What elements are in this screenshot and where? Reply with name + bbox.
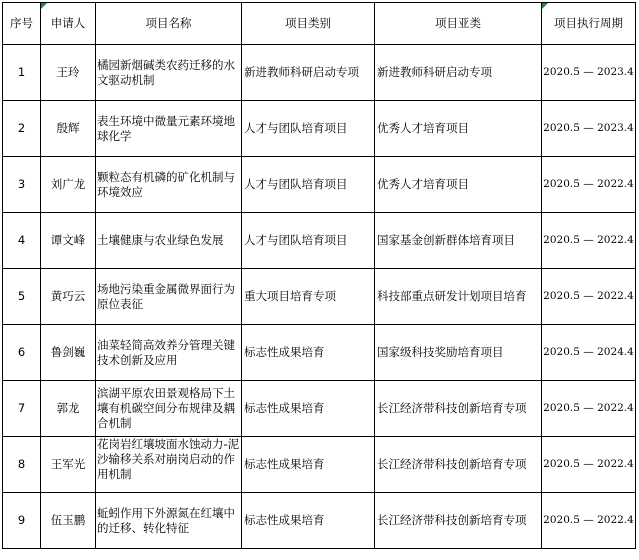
header-applicant <box>41 3 96 45</box>
cell-title: 油菜轻简高效养分管理关键技术创新及应用 <box>96 325 242 381</box>
cell-subcategory: 国家级科技奖励培育项目 <box>375 325 542 381</box>
cell-applicant: 殷辉 <box>41 101 96 157</box>
cell-applicant: 鲁剑巍 <box>41 325 96 381</box>
cell-subcategory: 国家基金创新群体培育项目 <box>375 213 542 269</box>
cell-applicant: 郭龙 <box>41 381 96 437</box>
cell-period: 2020.5 — 2022.4 <box>542 157 636 213</box>
cell-period: 2020.5 — 2022.4 <box>542 381 636 437</box>
cell-subcategory: 科技部重点研发计划项目培育 <box>375 269 542 325</box>
cell-category: 人才与团队培育项目 <box>242 213 375 269</box>
cell-title: 表生环境中微量元素环境地球化学 <box>96 101 242 157</box>
cell-no: 9 <box>3 493 41 549</box>
header-title: 项目名称 <box>96 3 242 45</box>
table-row <box>3 493 636 549</box>
cell-category: 标志性成果培育 <box>242 381 375 437</box>
table-row <box>3 269 636 325</box>
cell-title: 橘园新烟碱类农药迁移的水文驱动机制 <box>96 45 242 101</box>
header-period <box>542 3 636 45</box>
cell-period: 2020.5 — 2024.4 <box>542 325 636 381</box>
header-applicant-label: 申请人 <box>50 16 86 30</box>
cell-marker <box>542 3 548 9</box>
table-row <box>3 45 636 101</box>
header-period-label: 项目执行周期 <box>554 16 623 30</box>
table-row <box>3 213 636 269</box>
cell-no: 7 <box>3 381 41 437</box>
cell-title: 滨湖平原农田景观格局下土壤有机碳空间分布规律及耦合机制 <box>96 381 242 437</box>
cell-subcategory: 长江经济带科技创新培育专项 <box>375 493 542 549</box>
header-subcategory: 项目亚类 <box>375 3 542 45</box>
header-row <box>3 3 636 45</box>
cell-applicant: 刘广龙 <box>41 157 96 213</box>
cell-title: 花岗岩红壤坡面水蚀动力-泥沙输移关系对崩岗启动的作用机制 <box>96 437 242 493</box>
cell-applicant: 黄巧云 <box>41 269 96 325</box>
cell-category: 人才与团队培育项目 <box>242 101 375 157</box>
cell-subcategory: 优秀人才培育项目 <box>375 101 542 157</box>
cell-period: 2020.5 — 2023.4 <box>542 45 636 101</box>
table-row <box>3 101 636 157</box>
cell-period: 2020.5 — 2022.4 <box>542 213 636 269</box>
cell-category: 新进教师科研启动专项 <box>242 45 375 101</box>
cell-no: 8 <box>3 437 41 493</box>
cell-category: 标志性成果培育 <box>242 325 375 381</box>
cell-applicant: 王玲 <box>41 45 96 101</box>
cell-applicant: 谭文峰 <box>41 213 96 269</box>
table-row <box>3 381 636 437</box>
table-row <box>3 157 636 213</box>
cell-category: 标志性成果培育 <box>242 437 375 493</box>
cell-period: 2020.5 — 2022.4 <box>542 493 636 549</box>
cell-title: 土壤健康与农业绿色发展 <box>96 213 242 269</box>
cell-subcategory: 长江经济带科技创新培育专项 <box>375 381 542 437</box>
cell-title: 场地污染重金属微界面行为原位表征 <box>96 269 242 325</box>
cell-title: 蚯蚓作用下外源氮在红壤中的迁移、转化特征 <box>96 493 242 549</box>
cell-subcategory: 新进教师科研启动专项 <box>375 45 542 101</box>
cell-period: 2020.5 — 2022.4 <box>542 269 636 325</box>
cell-no: 1 <box>3 45 41 101</box>
table-row <box>3 325 636 381</box>
header-no: 序号 <box>3 3 41 45</box>
table-row <box>3 437 636 493</box>
cell-applicant: 王军光 <box>41 437 96 493</box>
cell-no: 5 <box>3 269 41 325</box>
cell-no: 4 <box>3 213 41 269</box>
project-table <box>2 2 636 549</box>
cell-category: 重大项目培育专项 <box>242 269 375 325</box>
cell-marker <box>41 3 47 9</box>
cell-period: 2020.5 — 2022.4 <box>542 437 636 493</box>
cell-applicant: 伍玉鹏 <box>41 493 96 549</box>
cell-category: 人才与团队培育项目 <box>242 157 375 213</box>
cell-subcategory: 优秀人才培育项目 <box>375 157 542 213</box>
cell-no: 6 <box>3 325 41 381</box>
cell-title: 颗粒态有机磷的矿化机制与环境效应 <box>96 157 242 213</box>
cell-subcategory: 长江经济带科技创新培育专项 <box>375 437 542 493</box>
cell-category: 标志性成果培育 <box>242 493 375 549</box>
cell-period: 2020.5 — 2023.4 <box>542 101 636 157</box>
cell-no: 3 <box>3 157 41 213</box>
cell-no: 2 <box>3 101 41 157</box>
header-category: 项目类别 <box>242 3 375 45</box>
